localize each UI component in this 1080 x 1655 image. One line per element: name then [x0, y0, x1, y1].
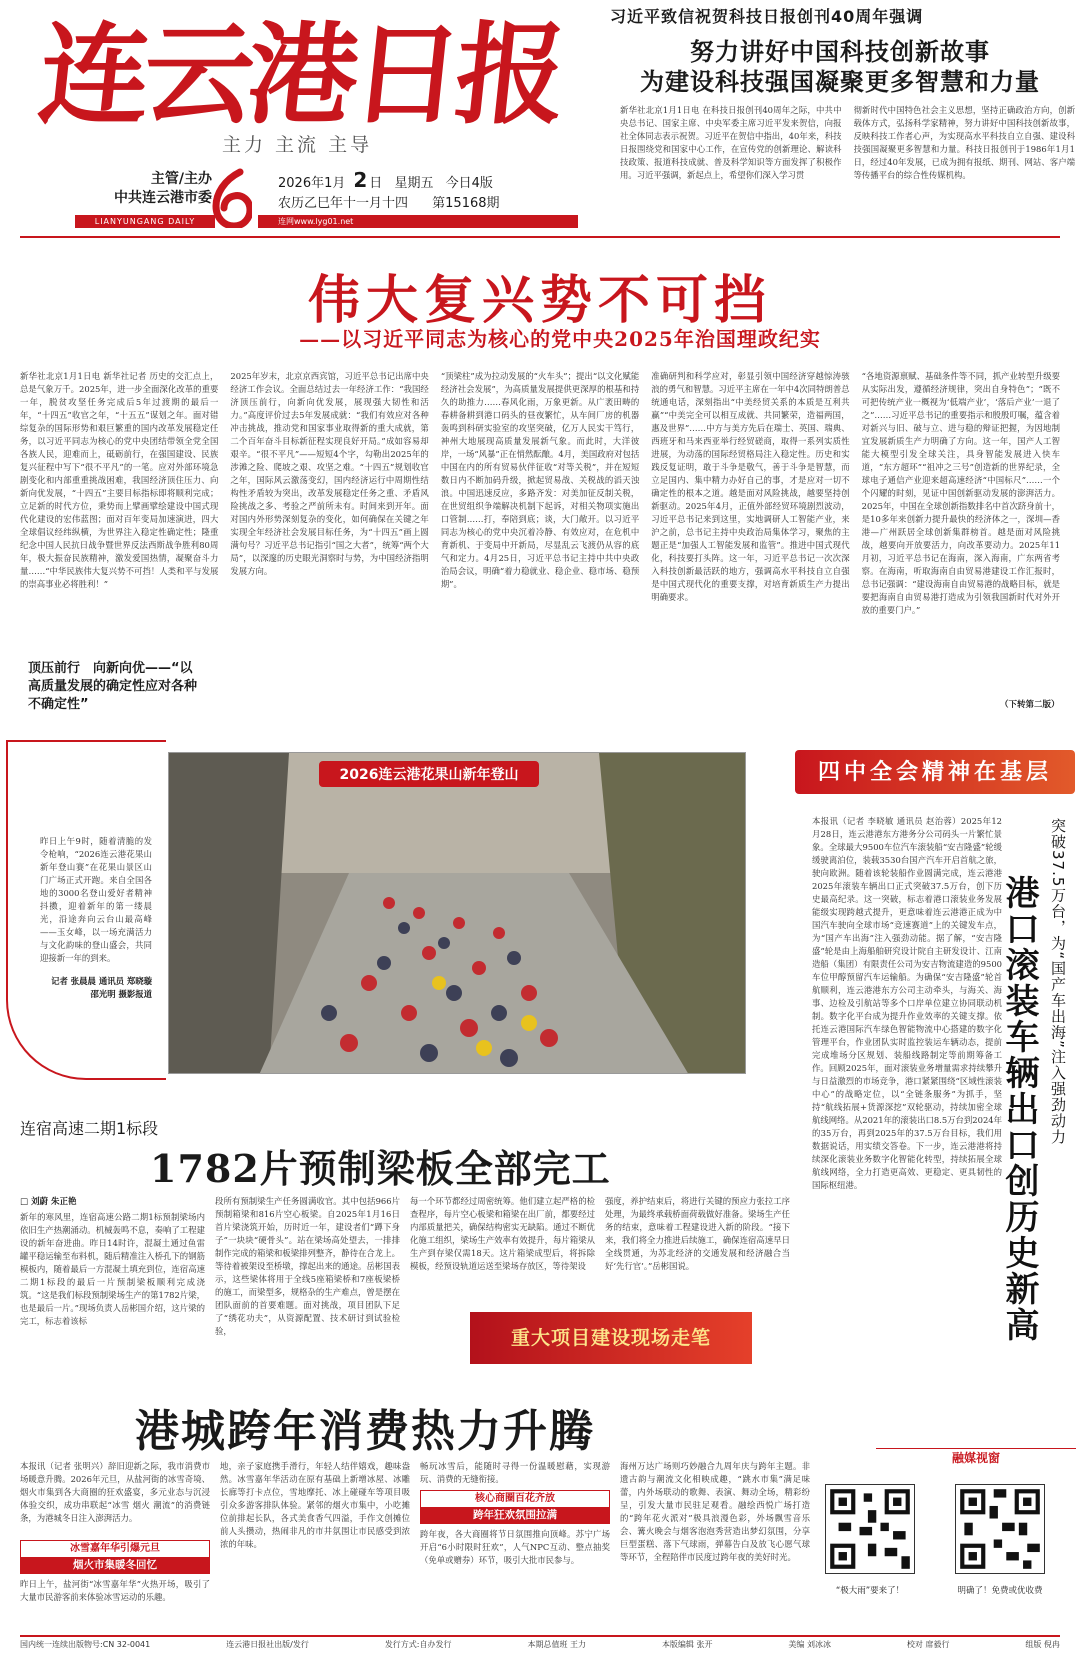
continued-note: （下转第二版） [1000, 700, 1060, 710]
main-subheadline: ——以习近平同志为核心的党中央2025年治国理政纪实 [299, 327, 821, 351]
top-story-col-1: 新华社北京1月1日电 在科技日报创刊40周年之际，中共中央总书记、国家主席、中央军委主席习近平发来贺信，向报社全体同志表示祝贺。习近平在贺信中指出，40年来，科技日报围绕党和国家中心工作，在宣传党的创新理论、解读科技政策、报道科技成就、普及科学知识等方面发挥了积极作用。习近平强调，新起点上，希望你们深入学习贯 [620, 105, 842, 180]
main-col-5: “各地资源禀赋、基础条件等不同，抓产业转型升级要从实际出发，遵循经济规律，突出自身特色”；“既不可把传统产业一概视为‘低端产业’，‘落后产业’一退了之”……习近平总书记的重要指示和殷殷叮嘱，蕴含着对新兴与旧、破与立、进与稳的辩证把握，为因地制宜发展新质生产力明确了方向。这一年，国产人工智能大模型引发全球关注，具身智能发展进入快车道，“东方超环”“祖冲之三号”创造新的世界纪录，全球电子通信产业迎来超高速经济“中国标尺”……一个个闪耀的时刻，见证中国创新驱动发展的澎湃活力。2025年，中国在全球创新指数排名中首次跻身前十，是10多年来创新力提升最快的经济体之一，深圳—香港—广州跃居全球创新集群榜首。越是面对风险挑战，越要向开放要活力，向改革要动力。2025年11月初，习近平总书记在海南，深入海南，广东两省考察。在海南，听取海南自由贸易港建设工作汇报时，总书记强调：“建设海南自由贸易港的战略目标，就是要把海南自由贸易港打造成为引领我国新时代对外开放的重要门户。” [861, 371, 1061, 615]
race-photo-image [169, 753, 746, 1074]
qr-caption-2: 明确了！免费或优收费 [957, 1586, 1043, 1596]
main-col-4: 准确研判和科学应对，彰显引领中国经济穿越惊涛骇浪的勇气和智慧。习近平主席在一年中4次同特朗普总统通电话，深刻指出“中美经贸关系的本质是互利共赢”“中美完全可以相互成就、共同繁荣，造福两国，惠及世界”……中方与美方先后在瑞士、英国、瑞典、西班牙和马来西亚举行经贸磋商，取得一系列实质性进展，为动荡的国际经贸格局注入稳定性。历史和实践反复证明，敢于斗争是敬气，善于斗争是智慧，而立足国内、集中精力办好自己的事，才是应对一切不确定性的根本之道。越是面对风险挑战，越要坚持创新驱动。2025年4月，正值外部经贸环境剧烈波动，习近平总书记来到这里，实地调研人工智能产业，来沪之前，总书记主持中央政治局集体学习，聚焦的主题正是“加强人工智能发展和监管”。推进中国式现代化，科技要打头阵。这一年，习近平总书记一次次深入科技创新最活跃的地方，强调高水平科技自立自强是中国式现代化的重要支撑，对培育新质生产力提出明确要求。 [651, 371, 850, 602]
project-banner: 重大项目建设现场走笔 [470, 1312, 752, 1364]
section2-kicker: 连宿高速二期1标段 [20, 1119, 159, 1138]
footer-proofreader: 校对 席毅行 [906, 1640, 950, 1649]
main-col-1: 新华社北京1月1日电 新华社记者 历史的交汇点上，总是气象万千。2025年，进一步全面深化改革的重要一年，脱贫攻坚任务完成后5年过渡期的最后一年，“十四五”收官之年，“十五五”谋划之年。面对错综复杂的国际形势和艰巨繁重的国内改革发展稳定任务，以习近平同志为核心的党中央团结带领全党全国各族人民，迎难而上，砥砺前行，在强国建设、民族复兴征程中写下“很不平凡”的一笔。应对外部环境急剧变化和内部重重挑战困难，我国经济顶住压力、向新向优发展，“十四五”主要目标指标即将顺利完成；立足新的时代方位，秉势而上擘画擘绘建设中国式现代化建设的宏伟蓝图；面对百年变局加速演进，四大全球倡议经纬纵横，为世界注入稳定性确定性；隆重纪念中国人民抗日战争暨世界反法西斯战争胜利80周年，极大振奋民族精神，激发爱国热情，凝聚奋斗力量……“中华民族伟大复兴势不可挡！人类和平与发展的崇高事业必将胜利！” [20, 371, 219, 589]
footer-distribution: 发行方式:自办发行 [384, 1640, 452, 1649]
qr-code-icon[interactable] [955, 1484, 1045, 1574]
photo-banner-text: 2026连云港花果山新年登山 [339, 767, 519, 783]
top-story-col-2: 彻新时代中国特色社会主义思想，坚持正确政治方向，创新载体方式，弘扬科学家精神，努力讲好中国科技创新故事，反映科技工作者心声，为实现高水平科技自立自强、建设科技强国凝聚更多智慧和力量。科技日报创刊于1986年1月1日，经过40年发展，已成为拥有报纸、期刊、网站、客户端等传播平台的综合性传媒机构。 [853, 105, 1075, 180]
sponsor-info [62, 170, 212, 208]
section3-col-1b: 昨日上午，盐河街“冰雪嘉年华”火热开场，吸引了大量市民游客前来体验冰雪运动的乐趣。 [20, 1579, 210, 1602]
section3-col-3b: 跨年夜，各大商圈将节日氛围推向顶峰。苏宁广场开启“6小时限时狂欢”，人气NPC互动、整点抽奖（免单或赠券）环节，吸引大批市民参与。 [420, 1529, 610, 1565]
qr-caption-1: “极大雨”要来了！ [835, 1586, 905, 1596]
main-col-3: “顶梁柱”成为拉动发展的“火车头”；提出“以文化赋能经济社会发展”，为高质量发展提供更深厚的根基和持久的助推力……春风化雨，万象更新。从广袤田畴的春耕备耕到港口码头的昼夜繁忙，从车间厂房的机器轰鸣到科研实验室的攻坚突破，亿万人民实干笃行，神州大地展现高质量发展新气象。而此时，大洋彼岸，一场“风暴”正在悄然酝酿。4月，美国政府对包括中国在内的所有贸易伙伴征收“对等关税”，并在短短数日内不断加码升级，掀起贸易战、关税战的滔天浊浪。中国迅速反应，多路齐发：对美加征反制关税，在世贸组织争端解决机制下起诉，对相关物项实施出口管制……打，奉陪到底；谈，大门敞开。以习近平同志为核心的党中央沉着冷静、有效应对，在危机中育新机、于变局中开新局，尽显乱云飞渡仍从容的底气和定力。4月25日，习近平总书记主持中共中央政治局会议，明确“着力稳就业、稳企业、稳市场、稳预期”。 [440, 371, 640, 589]
newspaper-title: 连云港日报 [33, 10, 567, 139]
footer [20, 1635, 1060, 1652]
sponsor-line-2: 中共连云港市委 [114, 190, 212, 206]
qr-code-icon[interactable] [825, 1484, 915, 1574]
photo-caption: 昨日上午9时，随着清脆的发令枪响，“2026连云港花果山新年登山赛”在花果山景区山门广场正式开跑。来自全国各地的3000名登山爱好者精神抖擞，迎着新年的第一缕晨光，沿途奔向云台山最高峰——玉女峰，以一场充满活力与文化韵味的登山盛会，共同迎接新一年的到来。 [40, 836, 152, 963]
section3-col-3: 畅玩冰雪后，能随时寻得一份温暖慰藉，实现游玩、消费的无缝衔接。 [420, 1461, 610, 1484]
issue-day-unit: 日 [369, 176, 383, 191]
media-window-label: 融媒视窗 [876, 1448, 1076, 1466]
footer-page-editor: 本版编辑 张开 [661, 1640, 713, 1649]
race-photo [168, 752, 746, 1074]
section3-body [20, 1460, 810, 1605]
section2-col-2: 段所有预制梁生产任务圆满收官。其中包括966片预制箱梁和816片空心板梁。自2025年1月16日首片梁浇筑开始，历时近一年，建设者们“蹲下身子”一块块“硬骨头”。站在梁场高处望去，一排排制作完成的箱梁和板梁排列整齐，静待在合龙上。等待着被架设至桥墩，撑起出来的通途。岳彬国表示，这些梁体将用于全线5座箱梁桥和7座板梁桥的施工，而梁型多，规格杂的生产难点，曾是摆在团队面前的首要难题。面对挑战，项目团队下足了“绣花功夫”，从资源配置、技术研讨到试验检验， [215, 1196, 400, 1336]
qr-block-2 [955, 1484, 1045, 1596]
footer-art-editor: 美编 刘冰冰 [788, 1640, 831, 1649]
newspaper-pinyin: LIANYUNGANG DAILY [75, 215, 215, 228]
sponsor-line-1: 主管/主办 [150, 171, 212, 187]
section3-box-1 [20, 1540, 210, 1574]
main-pull-quote: 顶压前行 向新向优——“以高质量发展的确定性应对各种不确定性” [28, 661, 198, 712]
footer-layout: 组版 倪冉 [1025, 1640, 1060, 1649]
section2-byline: □ 刘蔚 朱正艳 [20, 1197, 77, 1207]
footer-duty-editor: 本期总值班 王力 [527, 1640, 586, 1649]
issue-number: 第15168期 [432, 196, 500, 211]
section3-col-2: 地，亲子家庭携手滑行，年轻人结伴嬉戏，趣味盎然。冰雪嘉年华活动在原有基础上新增冰屋、冰雕长廊等打卡点位，雪地摩托、冰上碰碰车等项目吸引众多游客排队体验。紧邻的烟火市集中，小吃摊位前排起长队，各式美食香气四溢，手作文创摊位前人头攒动，热闹非凡的市井氛围让市民感受到浓浓的年味。 [220, 1461, 410, 1549]
weekday: 星期五 [394, 176, 434, 191]
top-story-headline-2: 为建设科技强国凝聚更多智慧和力量 [640, 67, 1040, 96]
newspaper-slogan: 主力 主流 主导 [222, 134, 373, 156]
main-col-2: 2025年岁末，北京京西宾馆，习近平总书记出席中央经济工作会议。全面总结过去一年经济工作：“我国经济顶压前行，向新向优发展，展现强大韧性和活力。”高度评价过去5年发展成就：“我们有效应对各种冲击挑战，推动党和国家事业取得新的重大成就，第二个百年奋斗目标新征程实现良好开局。”成如容易却艰辛。“很不平凡”——短短4个字，勾勒出2025年的涉滩之险、爬坡之艰、攻坚之难。“十四五”规划收官之年，国际风云激荡变幻，国内经济运行中周期性结构性矛盾较为突出，改革发展稳定任务之重、矛盾风险挑战之多、考验之严前所未有。时间来到开年。面对国内外形势深刻复杂的变化，如何确保在关键之年实现全年经济社会发展目标任务，为“十四五”画上圆满句号？习近平总书记指引“国之大者”，统筹“两个大局”，以深邃的历史眼光洞察时与势，为中国经济指明发展方向。 [230, 371, 429, 576]
footer-cn-number: 国内统一连续出版物号:CN 32-0041 [20, 1640, 151, 1649]
top-story-kicker: 习近平致信祝贺科技日报创刊40周年强调 [610, 7, 924, 26]
main-headline: 伟大复兴势不可挡 [307, 270, 772, 331]
issue-day: 2 [353, 168, 368, 192]
issue-date: 2026年1月 [278, 176, 346, 191]
section3-col-1: 本报讯（记者 张明兴）辞旧迎新之际，我市消费市场暖意升腾。2026年元旦，从盐河街的冰雪奇境、烟火市集到各大商圈的狂欢盛宴，多元业态与沉浸体验交织，成功串联起“冰雪 烟火 潮流”的消费链条，为港城冬日注入澎湃活力。 [20, 1461, 210, 1523]
section2-col-4: 强度，养护结束后，将进行关键的预应力张拉工序处理，为最终承载桥面荷载做好准备。梁场生产任务的结束，意味着工程建设进入新的阶段。“接下来，我们将全力推进后续施工，确保连宿高速早日全线贯通，为苏北经济的交通发展和经济融合当好‘先行官’。”岳彬国说。 [605, 1196, 790, 1271]
date-block [278, 170, 548, 214]
masthead-divider [20, 236, 1060, 238]
section2-col-3: 每一个环节都经过周密统筹。他们建立起严格的检查程序，每片空心板梁和箱梁在出厂前，都要经过内部质量把关，确保结构密实无缺陷。通过不断优化施工组织，梁场生产效率有效提升，每片箱梁从生产到存梁仅需18天。这片箱梁成型后，将拆除模板，经预设轨道运送至梁场存放区，等待架设 [410, 1196, 595, 1271]
website-url: 连网www.lyg01.net [258, 215, 578, 228]
section2-col-1: 新年的寒风里，连宿高速公路二期1标预制梁场内依旧生产热潮涌动。机械轰鸣不息，奏响了工程建设的新年奋进曲。昨日14时许，混凝土通过鱼雷罐平稳运输至布料机，随后精准注入桥孔下的钢筋模板内，随着最后一方混凝土填充到位，连宿高速二期1标段的最后一片预制梁板顺利完成浇筑。“这是我们标段预制梁场生产的第1782片梁，也是最后一片。”现场负责人岳彬国介绍，这片梁的完工，标志着该标 [20, 1212, 205, 1326]
section3-box-2-title: 核心商圈百花齐放 [475, 1493, 555, 1504]
section2-headline: 1782片预制梁板全部完工 [150, 1146, 611, 1191]
footer-publisher: 连云港日报社出版/发行 [226, 1640, 309, 1649]
anniversary-logo-icon [210, 168, 252, 228]
side-banner: 四中全会精神在基层 [795, 750, 1075, 794]
side-vertical-subhead: 突破37.5万台，为“国产车出海”注入强劲动力 [1049, 818, 1067, 1145]
top-story-body [620, 104, 1075, 214]
side-vertical-headline: 港口滚装车辆出口创历史新高 [999, 875, 1039, 1343]
lunar-date: 农历乙巳年十一月十四 [278, 196, 409, 211]
side-story-body: 本报讯（记者 李晓敏 通讯员 赵治蓉）2025年12月28日，连云港港东方港务分公司码头一片繁忙景象。全球最大9500车位汽车滚装船“安吉隆盛”轮缓缓驶离泊位，装载3530台国产汽车开启首航之旅，驶向欧洲。随着该轮装船作业圆满完成，连云港港2025年滚装车辆出口正式突破37.5万台，创下历史最高纪录。这一突破，标志着港口滚装业务发展能级实现跨越式提升，更意味着连云港港正成为中国汽车驶向全球市场“竞速赛道”上的关键发车点，为“国产车出海”注入强劲动能。据了解，“安吉隆盛”轮是由上海船舶研究设计院自主研发设计、江南造船（集团）有限责任公司为安吉物流建造的9500车位甲醇预留汽车运输船。为确保“安吉隆盛”轮首航顺利，连云港港东方公司主动牵头，与海关、海事、边检及引航站等多个口岸单位建立协同联动机制。数字化平台成为提升作业效率的关键支撑。依托连云港国际汽车绿色智能物流中心搭建的数字化管理平台，作业团队实时监控装运车辆动态，提前完成堆场分区规划、装船线路制定等前期筹备工作。回顾2025年，面对滚装业务增量需求持续攀升与日益激烈的市场竞争，港口紧紧围绕“区域性滚装中心”的战略定位，以“全链条服务”为抓手，坚持“航线拓展+货源深挖”双轮驱动，持续加密全球航线网络。从2021年的滚装出口8.5万台到2024年的35万台，再到2025年的37.5万台目标，我们用数据说话，用实绩交答卷。下一步，连云港港将持续深化滚装业务数字化智能化转型，持续拓展全球航线网络，全力打造更高效、更稳定、更具韧性的国际枢纽港。 [812, 816, 1002, 1190]
section3-box-2-sub: 跨年狂欢氛围拉满 [421, 1507, 609, 1523]
section3-headline: 港城跨年消费热力升腾 [135, 1406, 595, 1457]
section3-col-4: 海州万达广场则巧妙融合九周年庆与跨年主题。非遗古韵与潮流文化相映成趣，“跳水市集”满足味蕾，内外场联动的歌舞、表演、舞动全场，精彩纷呈，引发大量市民驻足观看。融绘西悦广场打造的“跨年花火派对”极具浪漫色彩，外场飘雪音乐会、篝火晚会与烟客泡泡秀营造出梦幻氛围，分享巨型蛋糕、落下气球雨，弹幕告白及放飞心愿气球等环节，全程陪伴市民度过跨年夜的美好时光。 [620, 1461, 810, 1562]
section3-box-2 [420, 1490, 610, 1524]
photo-credit: 记者 张晨晨 通讯员 郑晓璇 邵光明 摄影报道 [51, 976, 152, 999]
section3-box-1-sub: 烟火市集暖冬回忆 [21, 1557, 209, 1573]
section3-box-1-title: 冰雪嘉年华引爆元旦 [70, 1543, 160, 1554]
page-count: 今日4版 [445, 176, 493, 191]
qr-codes [825, 1484, 1045, 1596]
top-story-headline-1: 努力讲好中国科技创新故事 [690, 37, 990, 66]
qr-block-1 [825, 1484, 915, 1596]
